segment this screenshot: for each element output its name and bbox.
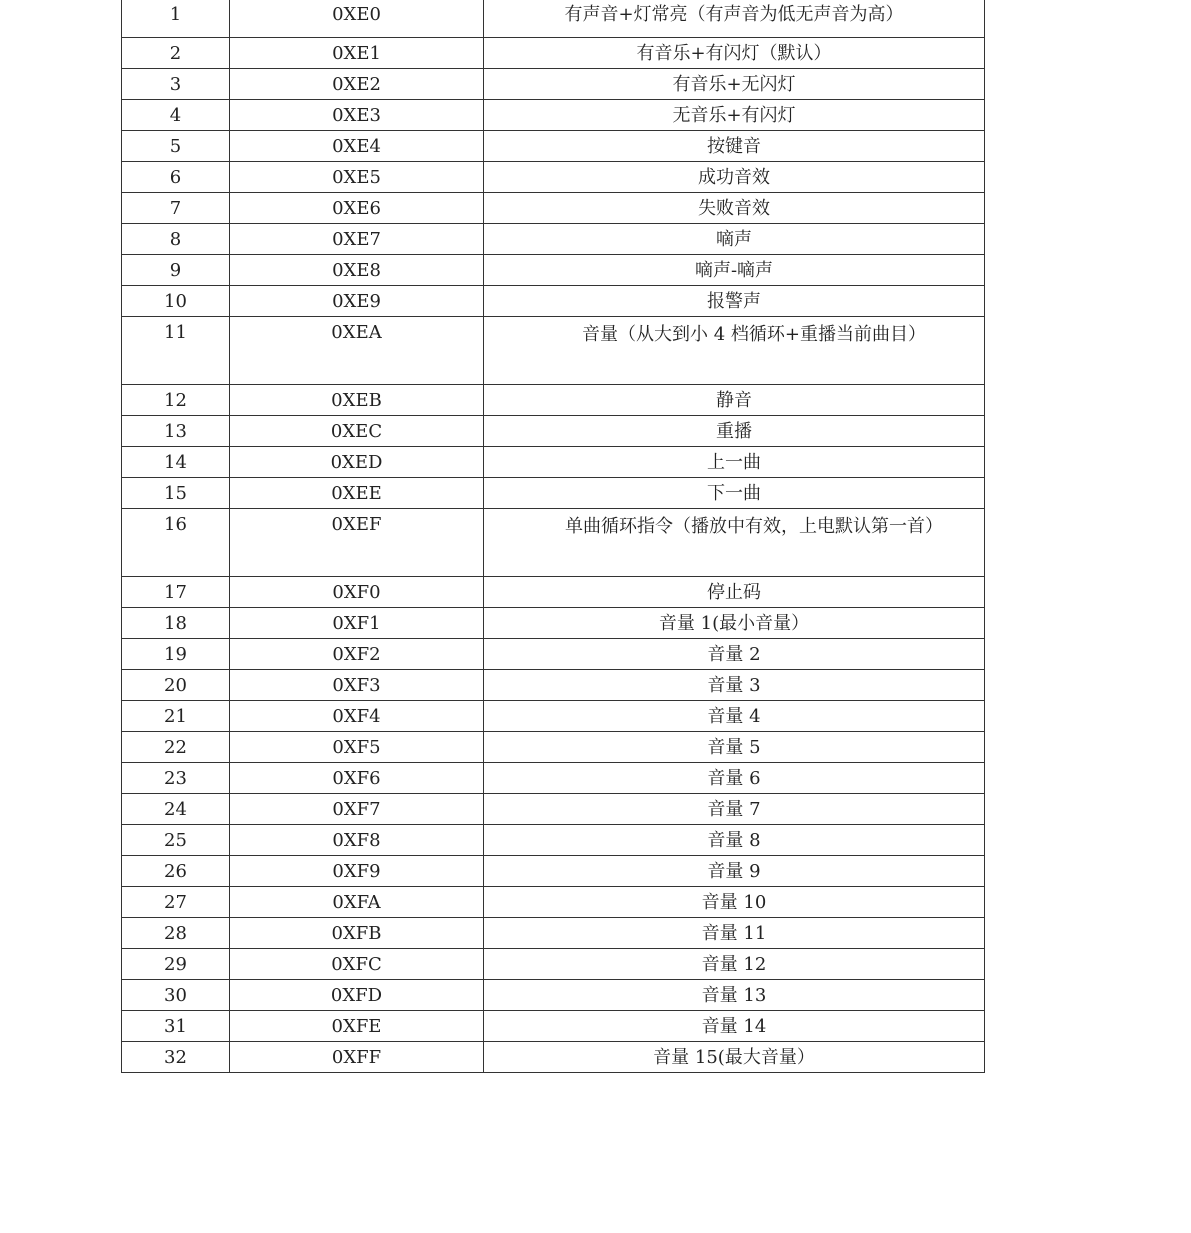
row-index-cell: 24 [122,794,230,825]
row-index-cell: 28 [122,918,230,949]
table-row [122,38,985,69]
row-index-cell: 31 [122,1011,230,1042]
table-row [122,478,985,509]
row-index-cell: 17 [122,577,230,608]
table-row [122,608,985,639]
hex-code-cell: 0XE7 [230,224,484,255]
row-index-cell: 30 [122,980,230,1011]
table-row [122,317,985,385]
row-index-cell: 3 [122,69,230,100]
hex-code-cell: 0XFF [230,1042,484,1073]
function-description-cell: 静音 [484,385,985,416]
function-description-cell: 音量 15(最大音量） [484,1042,985,1073]
table-row [122,918,985,949]
table-row [122,162,985,193]
function-description-cell: 音量 8 [484,825,985,856]
function-description-cell: 嘀声-嘀声 [484,255,985,286]
row-index-cell: 23 [122,763,230,794]
row-index-cell: 10 [122,286,230,317]
function-description-cell: 音量（从大到小 4 档循环+重播当前曲目） [484,317,985,385]
row-index-cell: 21 [122,701,230,732]
function-description-cell: 有音乐+无闪灯 [484,69,985,100]
hex-code-cell: 0XE3 [230,100,484,131]
table-row [122,1042,985,1073]
function-description-cell: 音量 6 [484,763,985,794]
function-description-cell: 音量 1(最小音量） [484,608,985,639]
function-description-cell: 成功音效 [484,162,985,193]
row-index-cell: 25 [122,825,230,856]
row-index-cell: 19 [122,639,230,670]
function-description-cell: 音量 10 [484,887,985,918]
function-description-cell: 音量 13 [484,980,985,1011]
table-row [122,670,985,701]
function-description-cell: 音量 5 [484,732,985,763]
row-index-cell: 6 [122,162,230,193]
hex-code-cell: 0XE4 [230,131,484,162]
table-row [122,701,985,732]
table-row [122,577,985,608]
table-row [122,255,985,286]
table-row [122,509,985,577]
hex-code-cell: 0XFE [230,1011,484,1042]
row-index-cell: 4 [122,100,230,131]
hex-code-cell: 0XE9 [230,286,484,317]
table-row [122,980,985,1011]
hex-code-cell: 0XE6 [230,193,484,224]
hex-code-cell: 0XEE [230,478,484,509]
function-description-cell: 音量 3 [484,670,985,701]
hex-code-cell: 0XF6 [230,763,484,794]
hex-code-cell: 0XE2 [230,69,484,100]
hex-code-cell: 0XF8 [230,825,484,856]
row-index-cell: 5 [122,131,230,162]
row-index-cell: 1 [122,0,230,38]
hex-code-cell: 0XE0 [230,0,484,38]
function-description-cell: 音量 9 [484,856,985,887]
table-row [122,100,985,131]
row-index-cell: 22 [122,732,230,763]
function-description-cell: 无音乐+有闪灯 [484,100,985,131]
table-row [122,224,985,255]
hex-code-cell: 0XEB [230,385,484,416]
row-index-cell: 18 [122,608,230,639]
row-index-cell: 32 [122,1042,230,1073]
table-row [122,1011,985,1042]
hex-code-cell: 0XEC [230,416,484,447]
table-row [122,447,985,478]
hex-code-cell: 0XF2 [230,639,484,670]
hex-code-cell: 0XEF [230,509,484,577]
hex-code-cell: 0XF4 [230,701,484,732]
row-index-cell: 7 [122,193,230,224]
function-description-cell: 重播 [484,416,985,447]
row-index-cell: 27 [122,887,230,918]
command-table-body [122,0,985,1073]
hex-code-cell: 0XE8 [230,255,484,286]
row-index-cell: 15 [122,478,230,509]
table-row [122,887,985,918]
function-description-cell: 音量 14 [484,1011,985,1042]
hex-code-cell: 0XFC [230,949,484,980]
hex-code-cell: 0XF9 [230,856,484,887]
function-description-cell: 失败音效 [484,193,985,224]
row-index-cell: 14 [122,447,230,478]
table-row [122,0,985,38]
hex-code-cell: 0XFA [230,887,484,918]
function-description-cell: 嘀声 [484,224,985,255]
table-row [122,131,985,162]
table-row [122,385,985,416]
table-row [122,416,985,447]
hex-code-cell: 0XF3 [230,670,484,701]
command-table [121,0,985,1073]
row-index-cell: 16 [122,509,230,577]
hex-code-cell: 0XF7 [230,794,484,825]
function-description-cell: 有音乐+有闪灯（默认） [484,38,985,69]
table-row [122,639,985,670]
table-row [122,794,985,825]
function-description-cell: 下一曲 [484,478,985,509]
table-row [122,193,985,224]
row-index-cell: 29 [122,949,230,980]
function-description-cell: 音量 4 [484,701,985,732]
hex-code-cell: 0XE5 [230,162,484,193]
function-description-cell: 音量 11 [484,918,985,949]
hex-code-cell: 0XED [230,447,484,478]
row-index-cell: 11 [122,317,230,385]
row-index-cell: 13 [122,416,230,447]
table-row [122,949,985,980]
function-description-cell: 音量 7 [484,794,985,825]
hex-code-cell: 0XE1 [230,38,484,69]
table-row [122,732,985,763]
table-row [122,69,985,100]
function-description-cell: 有声音+灯常亮（有声音为低无声音为高） [484,0,985,38]
function-description-cell: 上一曲 [484,447,985,478]
function-description-cell: 报警声 [484,286,985,317]
function-description-cell: 按键音 [484,131,985,162]
row-index-cell: 20 [122,670,230,701]
table-row [122,763,985,794]
table-row [122,856,985,887]
function-description-cell: 停止码 [484,577,985,608]
hex-code-cell: 0XF5 [230,732,484,763]
hex-code-cell: 0XF1 [230,608,484,639]
function-description-cell: 音量 2 [484,639,985,670]
row-index-cell: 12 [122,385,230,416]
hex-code-cell: 0XFB [230,918,484,949]
function-description-cell: 音量 12 [484,949,985,980]
function-description-cell: 单曲循环指令（播放中有效，上电默认第一首） [484,509,985,577]
table-row [122,286,985,317]
row-index-cell: 9 [122,255,230,286]
hex-code-cell: 0XF0 [230,577,484,608]
table-row [122,825,985,856]
row-index-cell: 2 [122,38,230,69]
row-index-cell: 8 [122,224,230,255]
hex-code-cell: 0XFD [230,980,484,1011]
hex-code-cell: 0XEA [230,317,484,385]
row-index-cell: 26 [122,856,230,887]
